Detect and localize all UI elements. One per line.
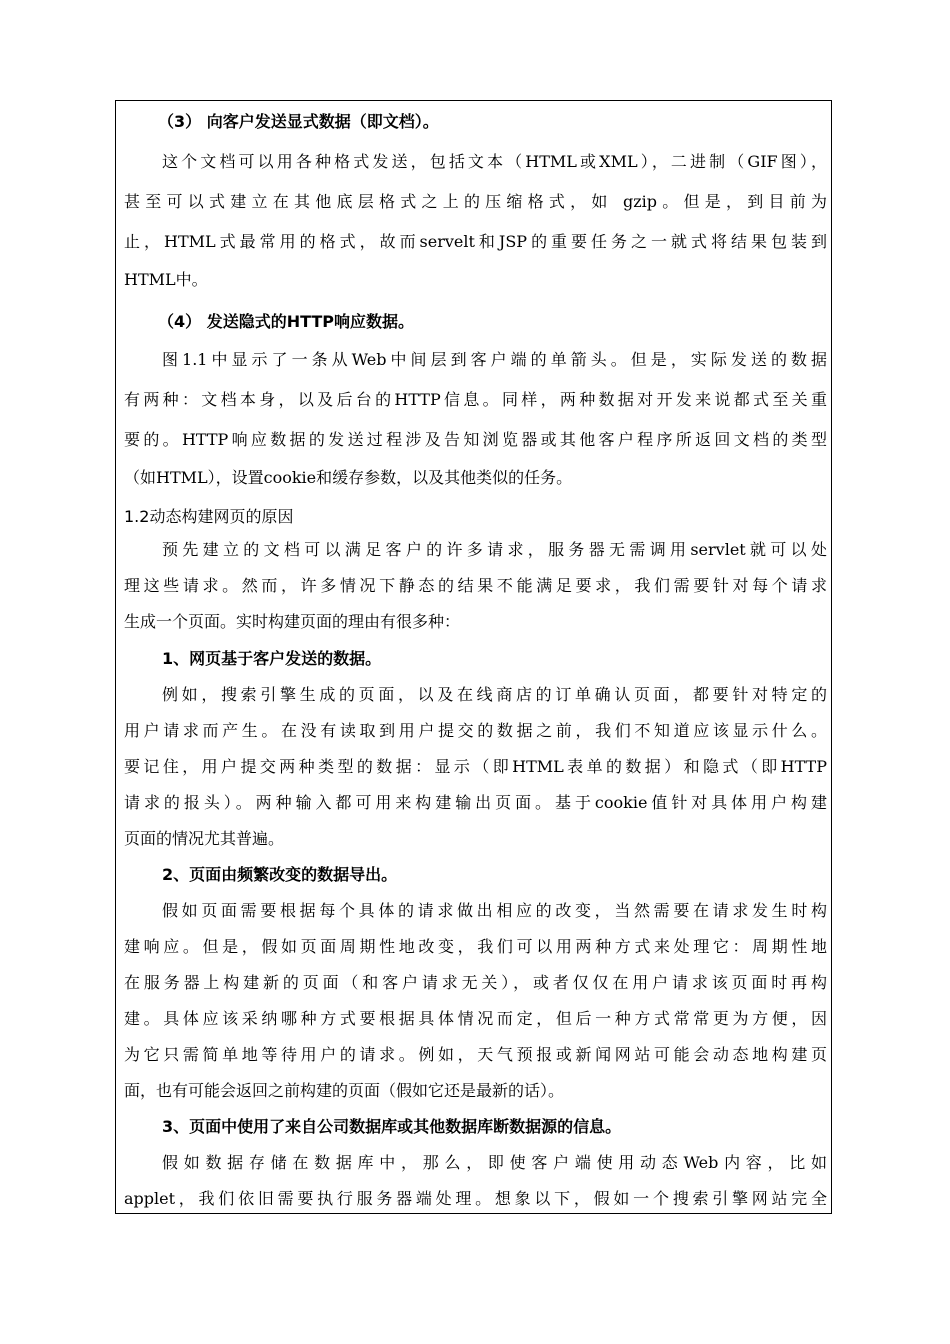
heading-4: （4） 发送隐式的HTTP响应数据。 bbox=[158, 312, 415, 331]
section-title-1-2: 1.2动态构建网页的原因 bbox=[124, 507, 294, 526]
reason-2-line-5: 为它只需简单地等待用户的请求。例如，天气预报或新闻网站可能会动态地构建页 bbox=[124, 1045, 827, 1064]
reason-2-line-1: 假如页面需要根据每个具体的请求做出相应的改变，当然需要在请求发生时构 bbox=[162, 901, 827, 920]
reason-3-line-1: 假如数据存储在数据库中，那么，即使客户端使用动态Web内容，比如 bbox=[162, 1153, 827, 1172]
reason-3-heading: 3、页面中使用了来自公司数据库或其他数据库断数据源的信息。 bbox=[162, 1117, 622, 1136]
reason-2-line-6: 面，也有可能会返回之前构建的页面（假如它还是最新的话）。 bbox=[124, 1081, 565, 1100]
reason-1-heading: 1、网页基于客户发送的数据。 bbox=[162, 649, 382, 668]
paragraph-4-line-3: 要的。HTTP响应数据的发送过程涉及告知浏览器或其他客户程序所返回文档的类型 bbox=[124, 430, 827, 449]
reason-2-line-4: 建。具体应该采纳哪种方式要根据具体情况而定，但后一种方式常常更为方便，因 bbox=[124, 1009, 827, 1028]
paragraph-4-line-1: 图1.1中显示了一条从Web中间层到客户端的单箭头。但是，实际发送的数据 bbox=[162, 350, 827, 369]
paragraph-1-2-line-2: 理这些请求。然而，许多情况下静态的结果不能满足要求，我们需要针对每个请求 bbox=[124, 576, 827, 595]
paragraph-3-line-4: HTML中。 bbox=[124, 270, 208, 289]
paragraph-4-line-4: （如HTML），设置cookie和缓存参数，以及其他类似的任务。 bbox=[124, 468, 573, 487]
paragraph-1-2-line-3: 生成一个页面。实时构建页面的理由有很多种： bbox=[124, 612, 461, 631]
reason-1-line-5: 页面的情况尤其普遍。 bbox=[124, 829, 285, 848]
paragraph-4-line-2: 有两种：文档本身，以及后台的HTTP信息。同样，两种数据对开发来说都式至关重 bbox=[124, 390, 827, 409]
paragraph-1-2-line-1: 预先建立的文档可以满足客户的许多请求，服务器无需调用servlet就可以处 bbox=[162, 540, 827, 559]
paragraph-3-line-2: 甚至可以式建立在其他底层格式之上的压缩格式，如 gzip。但是，到目前为 bbox=[124, 192, 827, 211]
paragraph-3-line-1: 这个文档可以用各种格式发送，包括文本（HTML或XML），二进制（GIF图）， bbox=[162, 152, 827, 171]
heading-3: （3） 向客户发送显式数据（即文档）。 bbox=[158, 112, 439, 131]
reason-2-line-3: 在服务器上构建新的页面（和客户请求无关），或者仅仅在用户请求该页面时再构 bbox=[124, 973, 827, 992]
paragraph-3-line-3: 止，HTML式最常用的格式，故而servelt和JSP的重要任务之一就式将结果包装到 bbox=[124, 232, 827, 251]
reason-3-line-2: applet，我们依旧需要执行服务器端处理。想象以下，假如一个搜索引擎网站完全 bbox=[124, 1189, 827, 1208]
reason-2-line-2: 建响应。但是，假如页面周期性地改变，我们可以用两种方式来处理它：周期性地 bbox=[124, 937, 827, 956]
reason-1-line-1: 例如，搜索引擎生成的页面，以及在线商店的订单确认页面，都要针对特定的 bbox=[162, 685, 827, 704]
reason-1-line-2: 用户请求而产生。在没有读取到用户提交的数据之前，我们不知道应该显示什么。 bbox=[124, 721, 827, 740]
reason-1-line-4: 请求的报头）。两种输入都可用来构建输出页面。基于cookie值针对具体用户构建 bbox=[124, 793, 827, 812]
reason-2-heading: 2、页面由频繁改变的数据导出。 bbox=[162, 865, 398, 884]
reason-1-line-3: 要记住，用户提交两种类型的数据：显示（即HTML表单的数据）和隐式（即HTTP bbox=[124, 757, 827, 776]
